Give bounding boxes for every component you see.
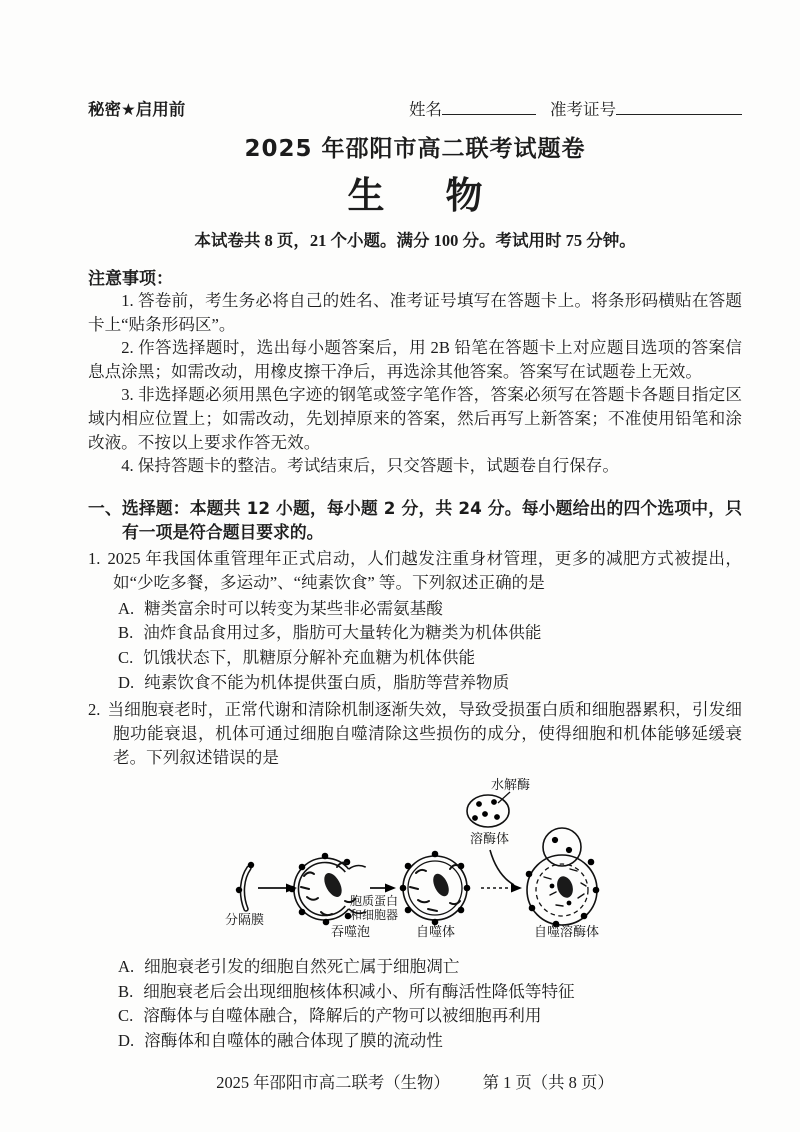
fusion-arrow	[481, 850, 522, 893]
question-2-option-c	[118, 1004, 742, 1029]
ticket-blank	[616, 100, 742, 115]
option-text: 细胞衰老引发的细胞自然死亡属于细胞凋亡	[144, 957, 460, 977]
lysosome-shape	[467, 792, 510, 827]
separating-membrane-shape	[236, 862, 254, 909]
option-text: 饥饿状态下，肌糖原分解补充血糖为机体供能	[143, 647, 476, 667]
classification-label: 秘密★启用前	[88, 100, 186, 119]
lysosome-label: 溶酶体	[470, 831, 510, 847]
question-1-option-d	[118, 671, 742, 696]
notice-item-1: 1. 答卷前，考生务必将自己的姓名、准考证号填写在答题卡上。将条形码横贴在答题卡上“贴条形码区”。	[88, 291, 742, 334]
ticket-field-label: 准考证号	[550, 100, 616, 119]
option-text: 油炸食品食用过多，脂肪可大量转化为糖类为机体供能	[143, 623, 542, 643]
option-label: D.	[118, 672, 135, 692]
autophagosome-shape	[400, 851, 471, 926]
question-2-options	[88, 955, 742, 1053]
cargo-label-line1: 胞质蛋白	[350, 894, 399, 909]
question-2	[88, 698, 742, 1053]
option-label: C.	[118, 647, 134, 667]
option-text: 溶酶体和自噬体的融合体现了膜的流动性	[144, 1030, 443, 1050]
notice-item-3: 3. 非选择题必须用黑色字迹的钢笔或签字笔作答，答案必须写在答题卡各题目指定区域内相应位置上；如需改动，先划掉原来的答案，然后再写上新答案；不准使用铅笔和涂改液。不按以上要求作答无效。	[88, 385, 742, 452]
question-2-option-a	[118, 955, 742, 980]
question-1-stem	[88, 547, 742, 595]
question-2-number: 2.	[88, 700, 101, 720]
name-blank	[442, 100, 536, 115]
notice-heading: 注意事项：	[88, 269, 173, 289]
notice-section	[88, 264, 742, 478]
option-text: 细胞衰老后会出现细胞核体积减小、所有酶活性降低等特征	[143, 981, 575, 1001]
page-footer	[88, 1069, 742, 1093]
question-1-text: 2025 年我国体重管理年正式启动，人们越发注重身材管理，更多的减肥方式被提出，如“少吃多餐，多运动”、“纯素饮食” 等。下列叙述正确的是	[107, 548, 742, 592]
question-2-stem	[88, 698, 742, 770]
name-field-label: 姓名	[409, 100, 442, 119]
question-1-options	[88, 597, 742, 695]
section-heading: 一、选择题：本题共 12 小题，每小题 2 分，共 24 分。每小题给出的四个选项中，只有一项是符合题目要求的。	[88, 497, 742, 542]
autophagy-diagram	[198, 773, 742, 953]
option-label: A.	[118, 598, 135, 618]
autophagosome-label: 自噬体	[416, 924, 456, 940]
question-1-number: 1.	[88, 548, 101, 568]
option-text: 溶酶体与自噬体融合，降解后的产物可以被细胞再利用	[143, 1006, 542, 1026]
question-1-option-a	[118, 597, 742, 622]
subject-title: 生 物	[347, 174, 495, 217]
hydrolase-label: 水解酶	[491, 777, 531, 793]
question-1-option-c	[118, 646, 742, 671]
footer-page-number: 第 1 页（共 8 页）	[482, 1072, 614, 1092]
option-label: C.	[118, 1006, 134, 1026]
notice-item-4: 4. 保持答题卡的整洁。考试结束后，只交答题卡，试题卷自行保存。	[121, 456, 619, 476]
notice-item-2: 2. 作答选择题时，选出每小题答案后，用 2B 铅笔在答题卡上对应题目选项的答案信息点涂黑；如需改动，用橡皮擦干净后，再选涂其他答案。答案写在试题卷上无效。	[88, 338, 742, 381]
question-1	[88, 547, 742, 695]
option-label: B.	[118, 981, 134, 1001]
exam-info-line: 本试卷共 8 页，21 个小题。满分 100 分。考试用时 75 分钟。	[194, 231, 636, 250]
footer-exam-name: 2025 年邵阳市高二联考（生物）	[216, 1072, 450, 1092]
phagophore-label: 吞噬泡	[331, 924, 371, 940]
question-2-text: 当细胞衰老时，正常代谢和清除机制逐渐失效，导致受损蛋白质和细胞器累积，引发细胞功能衰退，机体可通过细胞自噬清除这些损伤的成分，使得细胞和机体能够延缓衰老。下列叙述错误的是	[107, 700, 742, 768]
question-1-option-b	[118, 621, 742, 646]
option-text: 糖类富余时可以转变为某些非必需氨基酸	[144, 598, 443, 618]
exam-title: 2025 年邵阳市高二联考试题卷	[244, 136, 586, 162]
option-text: 纯素饮食不能为机体提供蛋白质，脂肪等营养物质	[144, 672, 510, 692]
page-header	[88, 96, 742, 120]
question-2-option-b	[118, 980, 742, 1005]
page-content	[88, 0, 742, 1093]
option-label: A.	[118, 957, 135, 977]
autolysosome-label: 自噬溶酶体	[534, 924, 600, 940]
question-2-option-d	[118, 1029, 742, 1054]
separating-membrane-label: 分隔膜	[225, 912, 265, 928]
arrow-2	[370, 884, 396, 893]
option-label: B.	[118, 623, 134, 643]
autolysosome-shape	[526, 828, 600, 927]
candidate-fields	[409, 96, 742, 120]
option-label: D.	[118, 1030, 135, 1050]
cargo-label-line2: 和细胞器	[350, 908, 399, 923]
